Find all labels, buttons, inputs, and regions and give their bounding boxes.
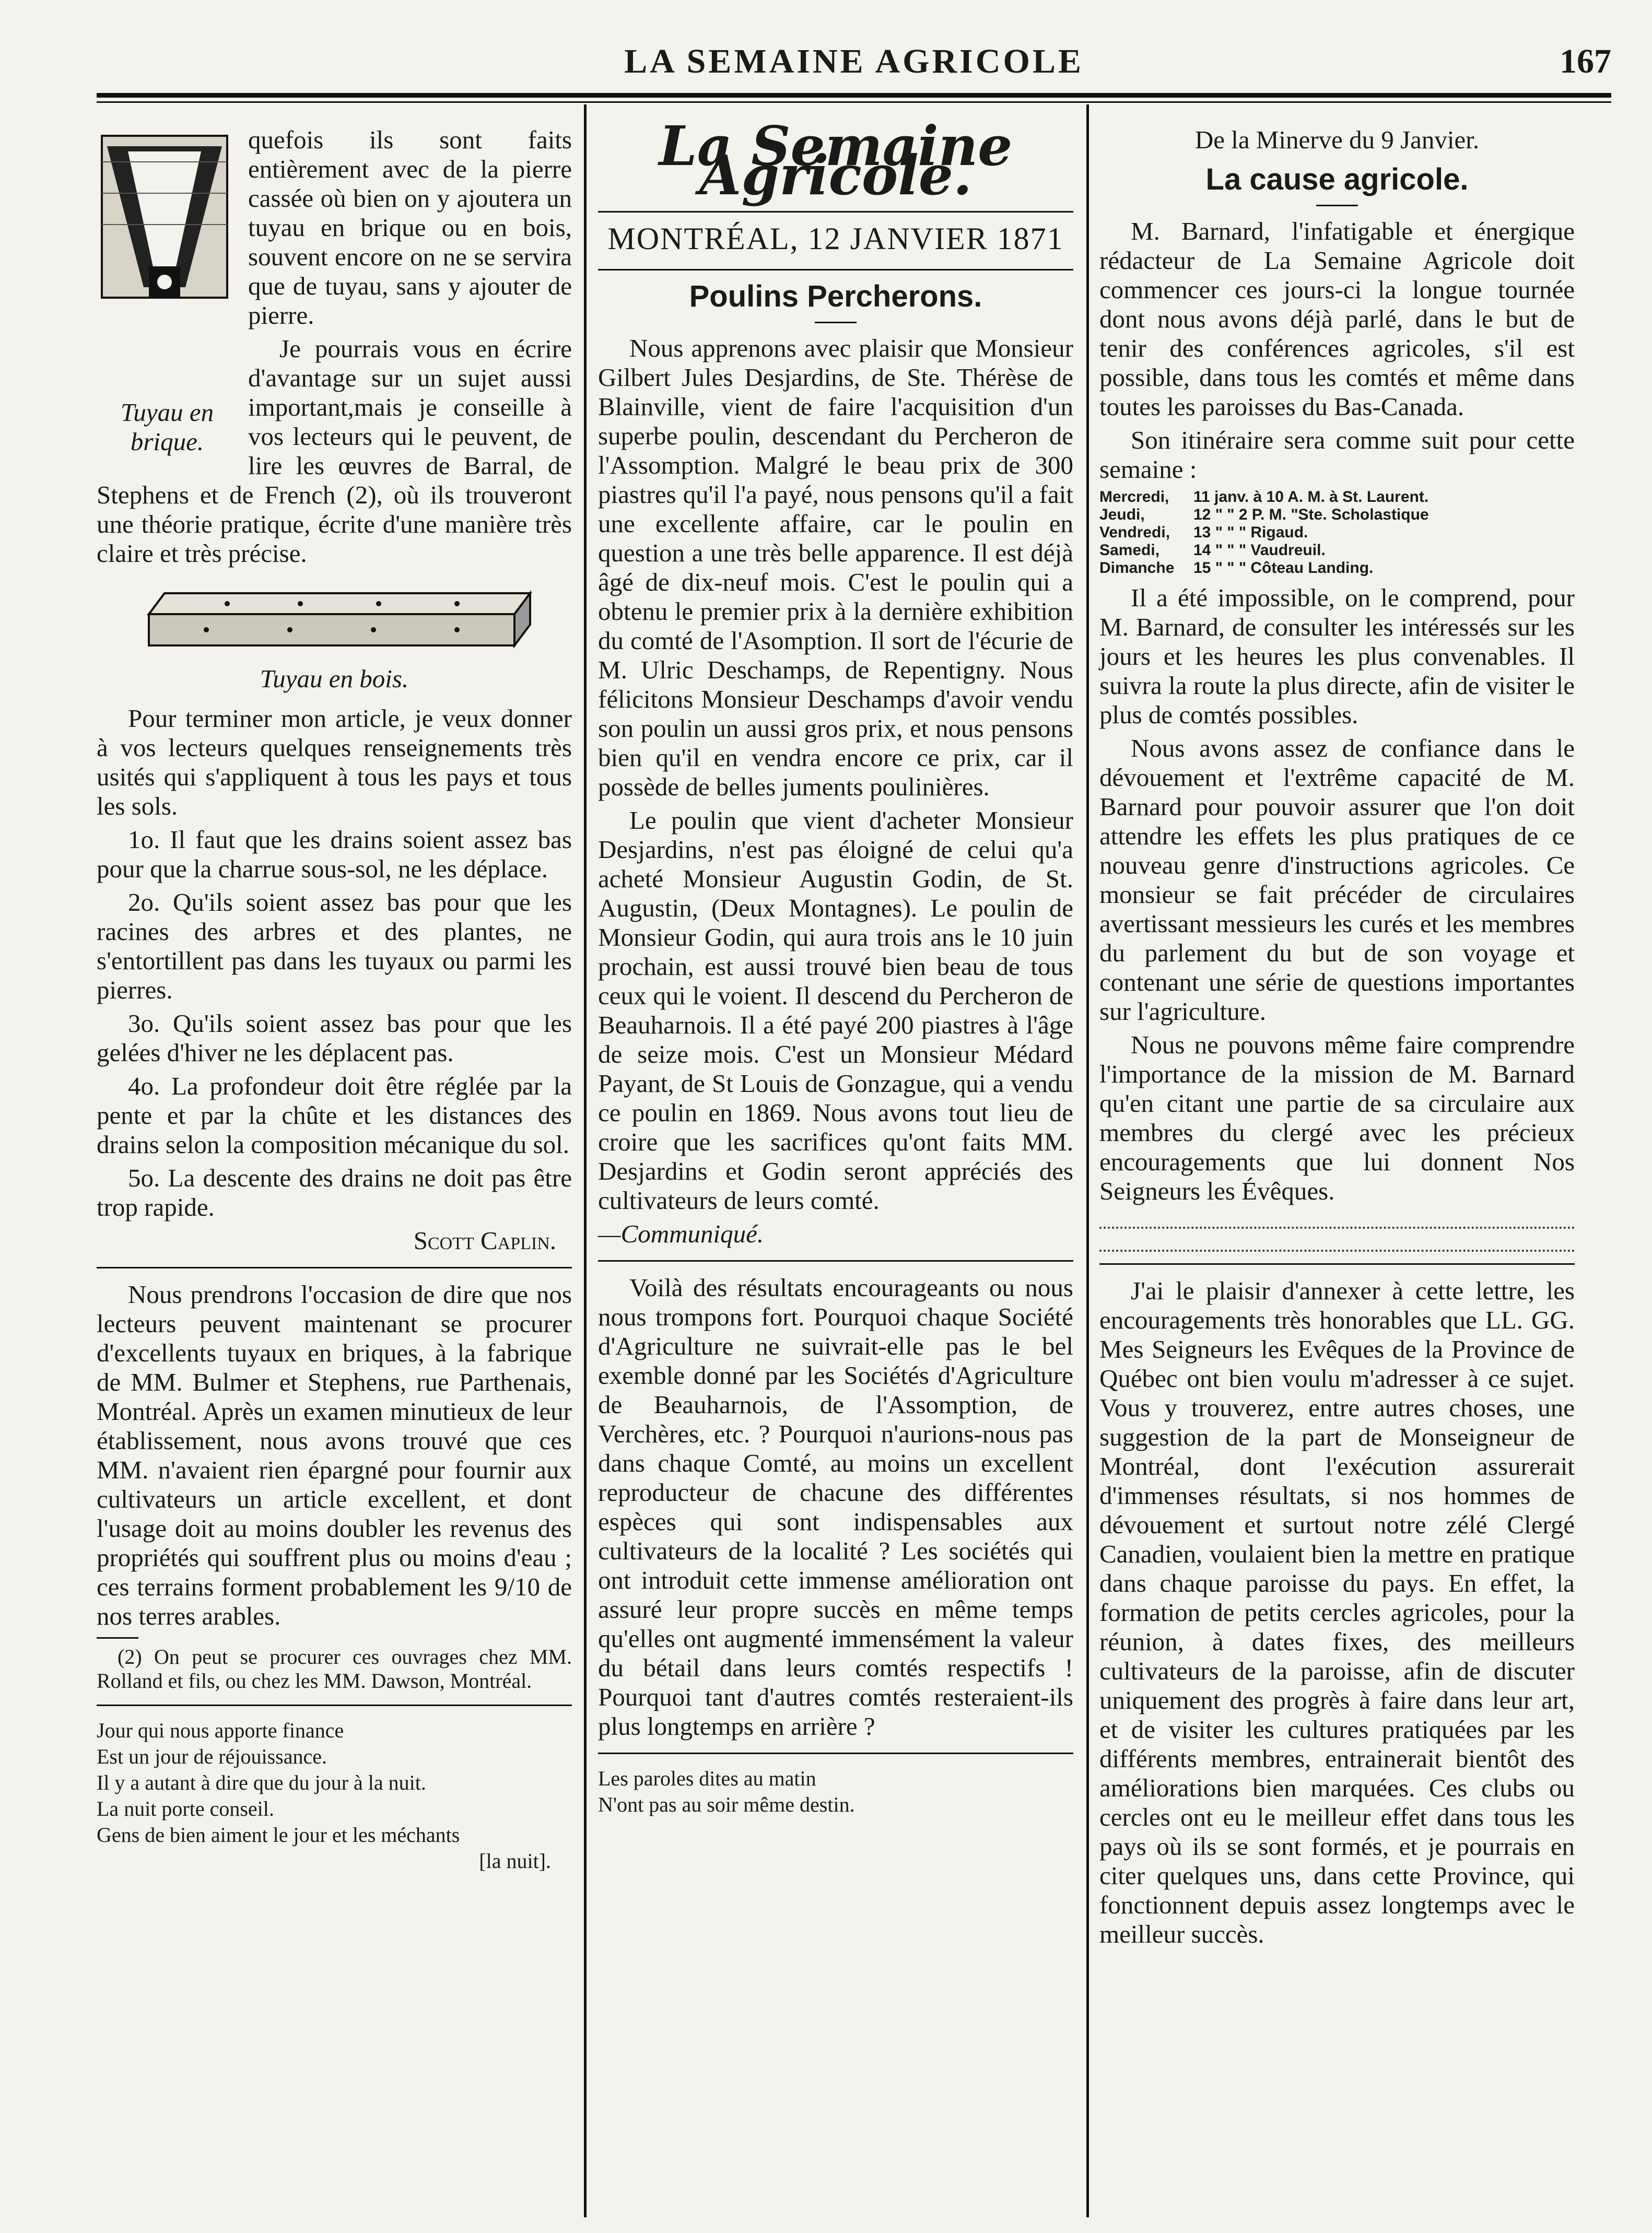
ellipsis-rule — [1099, 1234, 1575, 1252]
itinerary-day: Dimanche — [1099, 559, 1175, 577]
verse-line: Les paroles dites au matin — [598, 1767, 816, 1790]
headline-cause: La cause agricole. — [1205, 162, 1469, 196]
brick-pipe-drawing — [97, 131, 238, 392]
col1-p-briques: Nous prendrons l'occasion de dire que nos lecteurs peuvent maintenant se procurer d'excellents tuyaux en briques, à la fabrique de MM. Bulmer et Stephens, rue Parthenais, Montréal. Après un examen minutieux de leur établissement, nous avons trouvé que ces MM. n'avaient rien épargné pour fournir aux cultivateurs un article excellent, et dont l'usage doit au moins doubler les revenus des propriétés qui souffrent plus ou moins d'eau ; ces terrains forment probablement les 9/10 de nos terres arables. — [97, 1280, 572, 1630]
itinerary-day: Mercredi, — [1099, 488, 1169, 506]
itinerary-table — [1099, 488, 1575, 577]
wood-pipe-caption: Tuyau en bois. — [260, 664, 409, 693]
verse-line: Il y a autant à dire que du jour à la nuit. — [97, 1771, 426, 1794]
col3-p5: Nous ne pouvons même faire comprendre l'importance de la mission de M. Barnard qu'en citant une partie de sa circulaire aux membres du clergé avec les précieux encouragements que lui donnent Nos Seigneurs les Évêques. — [1099, 1030, 1575, 1205]
headline-poulins: Poulins Percherons. — [689, 279, 982, 313]
col1-footnote: (2) On peut se procurer ces ouvrages chez MM. Rolland et fils, ou chez les MM. Dawson, Montréal. — [97, 1645, 572, 1693]
page-number: 167 — [1560, 42, 1611, 80]
communique: —Communiqué. — [598, 1219, 764, 1248]
dateline: MONTRÉAL, 12 JANVIER 1871 — [607, 221, 1064, 256]
column-right — [1099, 125, 1575, 1953]
col3-p1: M. Barnard, l'infatigable et énergique rédacteur de La Semaine Agricole doit commencer ces jours-ci la longue tournée dont nous avons déjà parlé, dans le but de tenir des conférences agricoles, s'il est possible, dans tous les comtés et même dans toutes les paroisses du Bas-Canada. — [1099, 217, 1575, 421]
col2-divider-2 — [598, 1753, 1073, 1754]
col3-p3: Il a été impossible, on le comprend, pour M. Barnard, de consulter les intéressés sur les jours et les heures les plus convenables. Il suivra la route la plus directe, afin de visiter le plus de comtés possibles. — [1099, 583, 1575, 729]
itinerary-detail: 13 " " " Rigaud. — [1193, 524, 1308, 541]
source-line: De la Minerve du 9 Janvier. — [1194, 125, 1480, 154]
headline-rule — [1316, 205, 1358, 206]
wood-pipe-illustration — [133, 588, 572, 657]
col1-rule-4: 4o. La profondeur doit être réglée par la pente et par la chûte et les distances des drains selon la composition mécanique du sol. — [97, 1072, 572, 1159]
verse-line: N'ont pas au soir même destin. — [598, 1793, 855, 1816]
col3-divider — [1099, 1263, 1575, 1265]
brick-pipe-caption: Tuyau en brique. — [120, 398, 214, 456]
itinerary-row — [1099, 524, 1575, 542]
verse-line: [la nuit]. — [479, 1849, 551, 1873]
footnote-rule — [97, 1637, 138, 1639]
col2-p3: Voilà des résultats encourageants ou nous nous trompons fort. Pourquoi chaque Société d'Agriculture ne suivrait-elle pas le bel exemble donné par les Sociétés d'Agriculture de Beauharnois, de l'Assomption, de Verchères, etc. ? Pourquoi n'aurions-nous pas dans chaque Comté, au moins un excellent reproducteur de chacune des différentes espèces qui sont indispensables aux cultivateurs de la localité ? Les sociétés qui ont introduit cette immense amélioration ont assuré leur propre succès en même temps qu'elles ont augmenté immensément la valeur du bétail dans leurs comtés respectifs ! Pourquoi tant d'autres comtés resteraient-ils plus longtemps en arrière ? — [598, 1273, 1073, 1741]
col1-intro-second: Je pourrais vous en écrire d'avantage sur un sujet aussi important,mais je conseille à vos lecteurs qui le peuvent, de lire les œuvres de Barral, de Stephens et de French (2), où ils trouveront une théorie pratique, écrite d'une manière très claire et très précise. — [97, 334, 572, 568]
itinerary-row — [1099, 559, 1575, 577]
col1-p-terminer: Pour terminer mon article, je veux donner à vos lecteurs quelques renseignements très usités qui s'appliquent à tous les pays et tous les sols. — [97, 704, 572, 820]
verse-line: Jour qui nous apporte finance — [97, 1719, 344, 1742]
itinerary-detail: 12 " " 2 P. M. "Ste. Scholastique — [1193, 506, 1429, 523]
col1-rule-5: 5o. La descente des drains ne doit pas être trop rapide. — [97, 1163, 572, 1221]
col1-rule-2: 2o. Qu'ils soient assez bas pour que les racines des arbres et des plantes, ne s'entortillent pas dans les tuyaux ou parmi les pierres. — [97, 888, 572, 1004]
col1-rule-3: 3o. Qu'ils soient assez bas pour que les gelées d'hiver ne les déplacent pas. — [97, 1009, 572, 1067]
itinerary-day: Vendredi, — [1099, 524, 1170, 541]
col1-verse — [97, 1718, 572, 1874]
col2-p2: Le poulin que vient d'acheter Monsieur Desjardins, n'est pas éloigné de celui qu'a acheté Monsieur Augustin Godin, de St. Augustin, (Deux Montagnes). Le poulin de Monsieur Godin, qui aura trois ans le 10 juin prochain, est aussi trouvé bien beau de tous ceux qui le voient. Il descend du Percheron de Beauharnois. Il a été payé 200 piastres à l'âge de seize mois. C'est un Monsieur Médard Payant, de St Louis de Gonzague, qui a vendu ce poulin en 1869. Nous avons tout lieu de croire que les sacrifices qu'ont faits MM. Desjardins et Godin seront appréciés des cultivateurs de leurs comté. — [598, 806, 1073, 1215]
itinerary-detail: 11 janv. à 10 A. M. à St. Laurent. — [1193, 488, 1429, 506]
column-divider-left — [584, 104, 587, 2217]
itinerary-detail: 14 " " " Vaudreuil. — [1193, 542, 1326, 559]
header-rule-thin — [97, 101, 1611, 103]
col3-p4: Nous avons assez de confiance dans le dévouement et l'extrême capacité de M. Barnard pour pouvoir assurer que l'on doit attendre les effets les plus pratiques de ce nouveau genre d'instructions agricoles. Ce monsieur se fait précéder de circulaires avertissant messieurs les curés et les membres du parlement du but de son voyage et contenant une série de questions importantes sur l'agriculture. — [1099, 734, 1575, 1026]
header-rule — [97, 93, 1611, 98]
itinerary-row — [1099, 488, 1575, 506]
author-signature: Scott Caplin. — [413, 1226, 556, 1255]
ellipsis-rule — [1099, 1211, 1575, 1229]
itinerary-row — [1099, 542, 1575, 559]
running-title: LA SEMAINE AGRICOLE — [624, 42, 1084, 80]
itinerary-day: Jeudi, — [1099, 506, 1145, 523]
col1-divider-2 — [97, 1705, 572, 1706]
col1-intro-first: quefois ils sont faits entièrement avec de la pierre cassée où bien on y ajoutera un tuyau en brique ou en bois, souvent encore on ne se servira que de tuyau, sans y ajouter de pierre. — [248, 125, 572, 330]
verse-line: Gens de bien aiment le jour et les méchants — [97, 1823, 460, 1847]
col3-p2: Son itinéraire sera comme suit pour cette semaine : — [1099, 426, 1575, 484]
verse-line: La nuit porte conseil. — [97, 1797, 274, 1820]
dateline-rule — [598, 269, 1073, 271]
col1-divider — [97, 1267, 572, 1268]
wood-pipe-drawing — [133, 588, 541, 651]
masthead-rule — [598, 211, 1073, 213]
verse-line: Est un jour de réjouissance. — [97, 1745, 327, 1768]
brick-pipe-illustration — [97, 131, 238, 456]
col1-rule-1: 1o. Il faut que les drains soient assez bas pour que la charrue sous-sol, ne les déplace. — [97, 825, 572, 883]
masthead: La Semaine Agricole. — [659, 114, 1013, 207]
col2-divider — [598, 1260, 1073, 1262]
column-left — [97, 125, 572, 1874]
headline-rule — [815, 322, 857, 323]
col2-p1: Nous apprenons avec plaisir que Monsieur Gilbert Jules Desjardins, de Ste. Thérèse de Blainville, vient de faire l'acquisition d'un superbe poulin, descendant du Percheron de l'Assomption. Malgré le beau prix de 300 piastres qu'il l'a payé, nous pensons qu'il a fait une excellente affaire, car le poulin en question a une très belle apparence. Il est déjà âgé de dix-neuf mois. C'est le poulin qui a obtenu le premier prix à la dernière exhibition du comté de l'Asomption. Il sort de l'écurie de M. Ulric Deschamps, de Repentigny. Nous félicitons Monsieur Deschamps d'avoir vendu son poulin un aussi gros prix, et nous pensons bien qu'il en vendra encore ce prix, car il possède de belles juments poulinières. — [598, 334, 1073, 801]
itinerary-detail: 15 " " " Côteau Landing. — [1193, 559, 1374, 577]
column-middle — [598, 114, 1073, 1818]
column-divider-right — [1086, 104, 1089, 2217]
col3-p6: J'ai le plaisir d'annexer à cette lettre, les encouragements très honorables que LL. GG. Mes Seigneurs les Evêques de la Province de Québec ont bien voulu m'adresser à ce sujet. Vous y trouverez, entre autres choses, une suggestion de la part de Monseigneur de Montréal, dont l'exécution assurerait d'immenses résultats, si nos hommes de dévouement et surtout notre zélé Clergé Canadien, voulaient bien la mettre en pratique dans chaque paroisse du pays. En effet, la formation de petits cercles agricoles, pour la réunion, à dates fixes, des meilleurs cultivateurs de la paroisse, afin de discuter uniquement des progrès à faire dans leur art, et de visiter les cultures pratiquées par les différents membres, entrainerait bientôt des améliorations bien marquées. Ces clubs ou cercles ont eu le meilleur effet dans tous les pays où ils se sont formés, et je pourrais en citer quelques uns, dans cette Province, qui fonctionnent depuis assez longtemps avec le meilleur succès. — [1099, 1276, 1575, 1948]
itinerary-row — [1099, 506, 1575, 524]
itinerary-day: Samedi, — [1099, 542, 1160, 559]
col2-verse — [598, 1766, 1073, 1818]
